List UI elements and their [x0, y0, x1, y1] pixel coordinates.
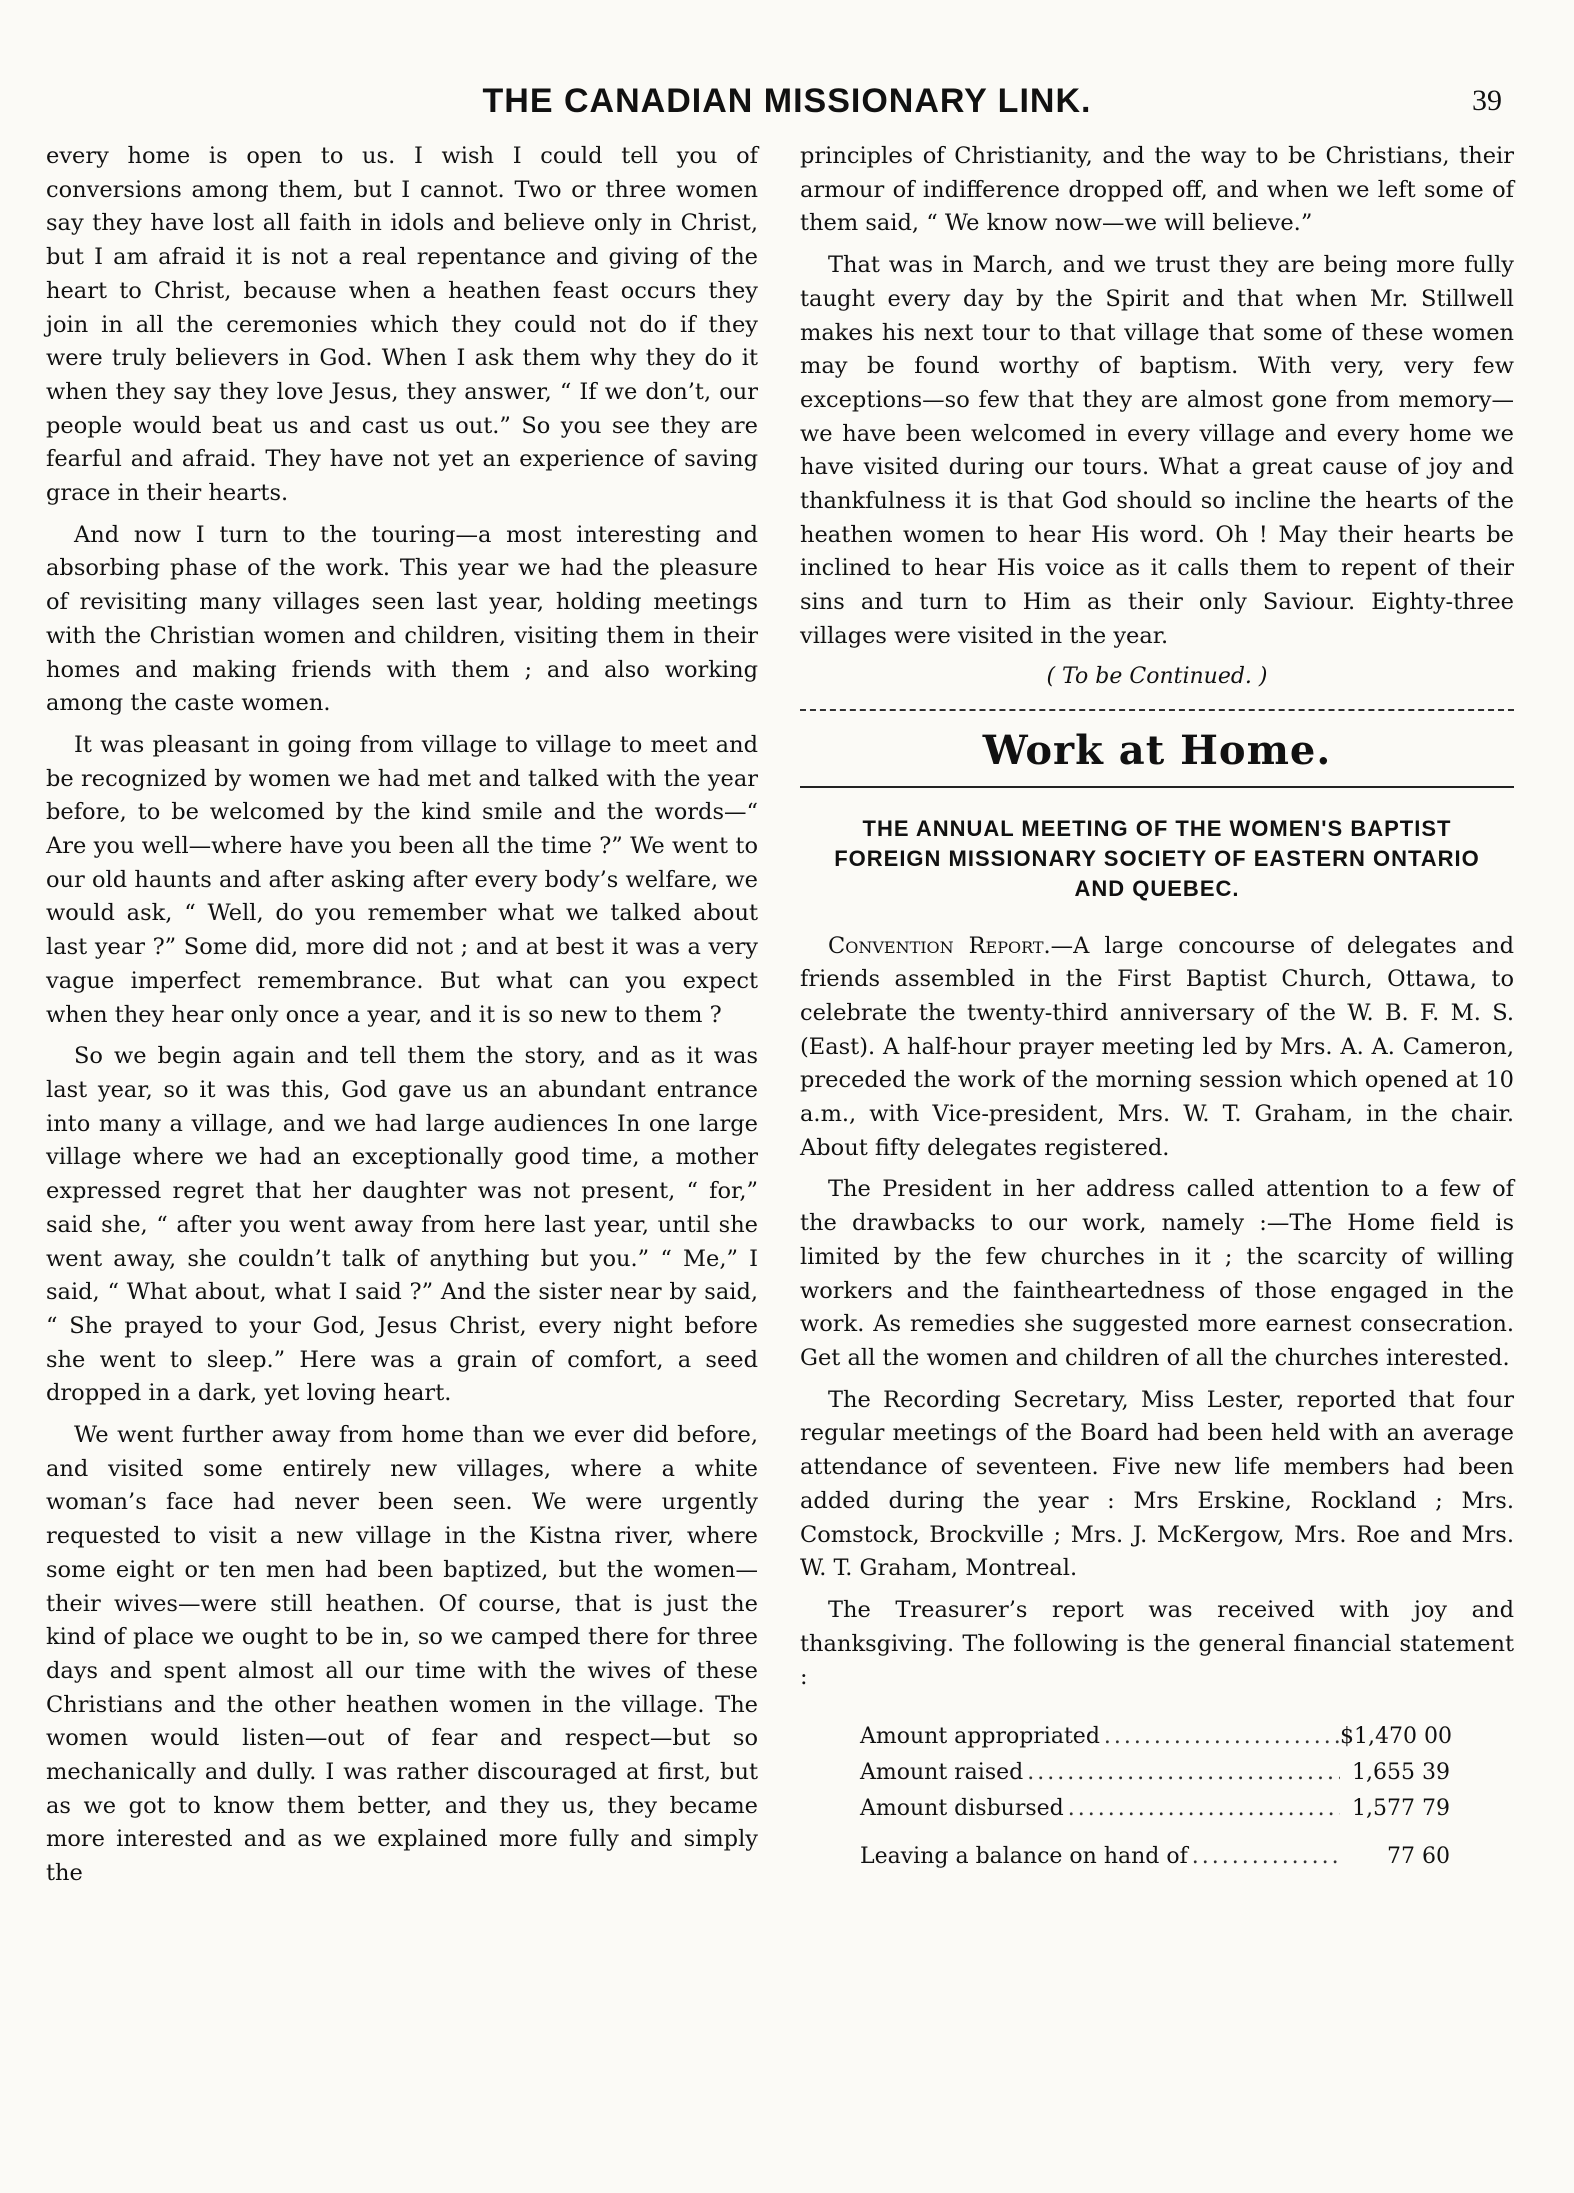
section-divider	[800, 709, 1514, 711]
page-number: 39	[1472, 84, 1502, 117]
financial-label: Amount disbursed	[860, 1796, 1064, 1822]
body-paragraph: That was in March, and we trust they are being more fully taught every day by the Spirit and that when Mr. Stillwell makes his next tour to that village that some of these women may be found worthy of baptism. With very, very few exceptions—so few that they are almost gone from memory—we have been welcomed in every village and every home we have visited during our tours. What a great cause of joy and thankfulness it is that God should so incline the hearts of the heathen women to hear His word. Oh ! May their hearts be inclined to hear His voice as it calls them to repent of their sins and turn to Him as their only Saviour. Eighty-three villages were visited in the year.	[800, 252, 1514, 649]
body-paragraph: every home is open to us. I wish I could tell you of conversions among them, but I cannot. Two or three women say they have lost all faith in idols and believe only in Christ, but I am afraid it is not a real repentance and giving of the heart to Christ, because when a heathen feast occurs they join in all the ceremonies which they could not do if they were truly believers in God. When I ask them why they do it when they say they love Jesus, they answer, “ If we don’t, our people would beat us and cast us out.” So you see they are fearful and afraid. They have not yet an experience of saving grace in their hearts.	[46, 143, 758, 507]
section-heading: Work at Home.	[982, 726, 1332, 774]
financial-row	[860, 1755, 1450, 1791]
leader-dots	[1100, 1719, 1340, 1755]
balance-row	[860, 1839, 1450, 1875]
body-paragraph: So we begin again and tell them the story, and as it was last year, so it was this, God gave us an abundant entrance into many a village, and we had large audiences In one large village where we had an exceptionally good time, a mother expressed regret that her daughter was not present, “ for,” said she, “ after you went away from here last year, until she went away, she couldn’t talk of anything but you.” “ Me,” I said, “ What about, what I said ?” And the sister near by said, “ She prayed to your God, Jesus Christ, every night before she went to sleep.” Here was a grain of comfort, a seed dropped in a dark, yet loving heart.	[46, 1043, 758, 1407]
journal-title: THE CANADIAN MISSIONARY LINK.	[482, 82, 1092, 120]
body-paragraph: It was pleasant in going from village to village to meet and be recognized by women we had met and talked with the year before, to be welcomed by the kind smile and the words—“ Are you well—where have you been all the time ?” We went to our old haunts and after asking after every body’s welfare, we would ask, “ Well, do you remember what we talked about last year ?” Some did, more did not ; and at best it was a very vague imperfect remembrance. But what can you expect when they hear only once a year, and it is so new to them ?	[46, 731, 758, 1028]
financial-value: $1,470 00	[1340, 1724, 1452, 1750]
financial-label: Amount raised	[860, 1760, 1024, 1786]
left-column	[46, 140, 758, 1899]
article-heading: THE ANNUAL MEETING OF THE WOMEN'S BAPTIST FOREIGN MISSIONARY SOCIETY OF EASTERN ONTARIO AND QUEBEC.	[834, 815, 1480, 901]
balance-label: Leaving a balance on hand of	[860, 1844, 1188, 1870]
financial-row	[860, 1791, 1450, 1827]
leader-dots	[1188, 1839, 1340, 1875]
balance-value: 77 60	[1387, 1844, 1450, 1870]
leader-dots	[1064, 1791, 1340, 1827]
running-head	[0, 82, 1574, 132]
report-first-paragraph-text: —A large concourse of delegates and friends assembled in the First Baptist Church, Ottawa, to celebrate the twenty-third anniversary of the W. B. F. M. S. (East). A half-hour prayer meeting led by Mrs. A. A. Cameron, preceded the work of the morning session which opened at 10 a.m., with Vice-president, Mrs. W. T. Graham, in the chair. About fifty delegates registered.	[800, 932, 1515, 1161]
body-paragraph: The President in her address called attention to a few of the drawbacks to our work, namely :—The Home field is limited by the few churches in it ; the scarcity of willing workers and the faintheartedness of those engaged in the work. As remedies she suggested more earnest consecration. Get all the women and children of all the churches interested.	[800, 1176, 1514, 1371]
financial-value: 1,577 79	[1352, 1796, 1450, 1822]
financial-statement	[860, 1719, 1450, 1875]
financial-value: 1,655 39	[1352, 1760, 1450, 1786]
heading-rule	[800, 786, 1514, 788]
report-lead: Convention Report.	[828, 932, 1051, 959]
continued-note: ( To be Continued. )	[1046, 663, 1268, 689]
financial-row	[860, 1719, 1450, 1755]
body-paragraph: We went further away from home than we ever did before, and visited some entirely new villages, where a white woman’s face had never been seen. We were urgently requested to visit a new village in the Kistna river, where some eight or ten men had been baptized, but the women—their wives—were still heathen. Of course, that is just the kind of place we ought to be in, so we camped there for three days and spent almost all our time with the wives of these Christians and the other heathen women in the village. The women would listen—out of fear and respect—but so mechanically and dully. I was rather discouraged at first, but as we got to know them better, and they us, they became more interested and as we explained more fully and simply the	[46, 1422, 758, 1887]
financial-label: Amount appropriated	[860, 1724, 1100, 1750]
right-column	[800, 140, 1514, 1875]
body-paragraph: The Recording Secretary, Miss Lester, reported that four regular meetings of the Board had been held with an average attendance of seventeen. Five new life members had been added during the year : Mrs Erskine, Rockland ; Mrs. Comstock, Brockville ; Mrs. J. McKergow, Mrs. Roe and Mrs. W. T. Graham, Montreal.	[800, 1386, 1514, 1582]
leader-dots	[1023, 1755, 1340, 1791]
body-paragraph: principles of Christianity, and the way to be Christians, their armour of indifference dropped off, and when we left some of them said, “ We know now—we will believe.”	[800, 143, 1514, 237]
body-paragraph: The Treasurer’s report was received with joy and thanksgiving. The following is the general financial statement :	[800, 1596, 1514, 1691]
report-paragraph	[800, 930, 1514, 1166]
body-paragraph: And now I turn to the touring—a most interesting and absorbing phase of the work. This year we had the pleasure of revisiting many villages seen last year, holding meetings with the Christian women and children, visiting them in their homes and making friends with them ; and also working among the caste women.	[46, 521, 758, 717]
